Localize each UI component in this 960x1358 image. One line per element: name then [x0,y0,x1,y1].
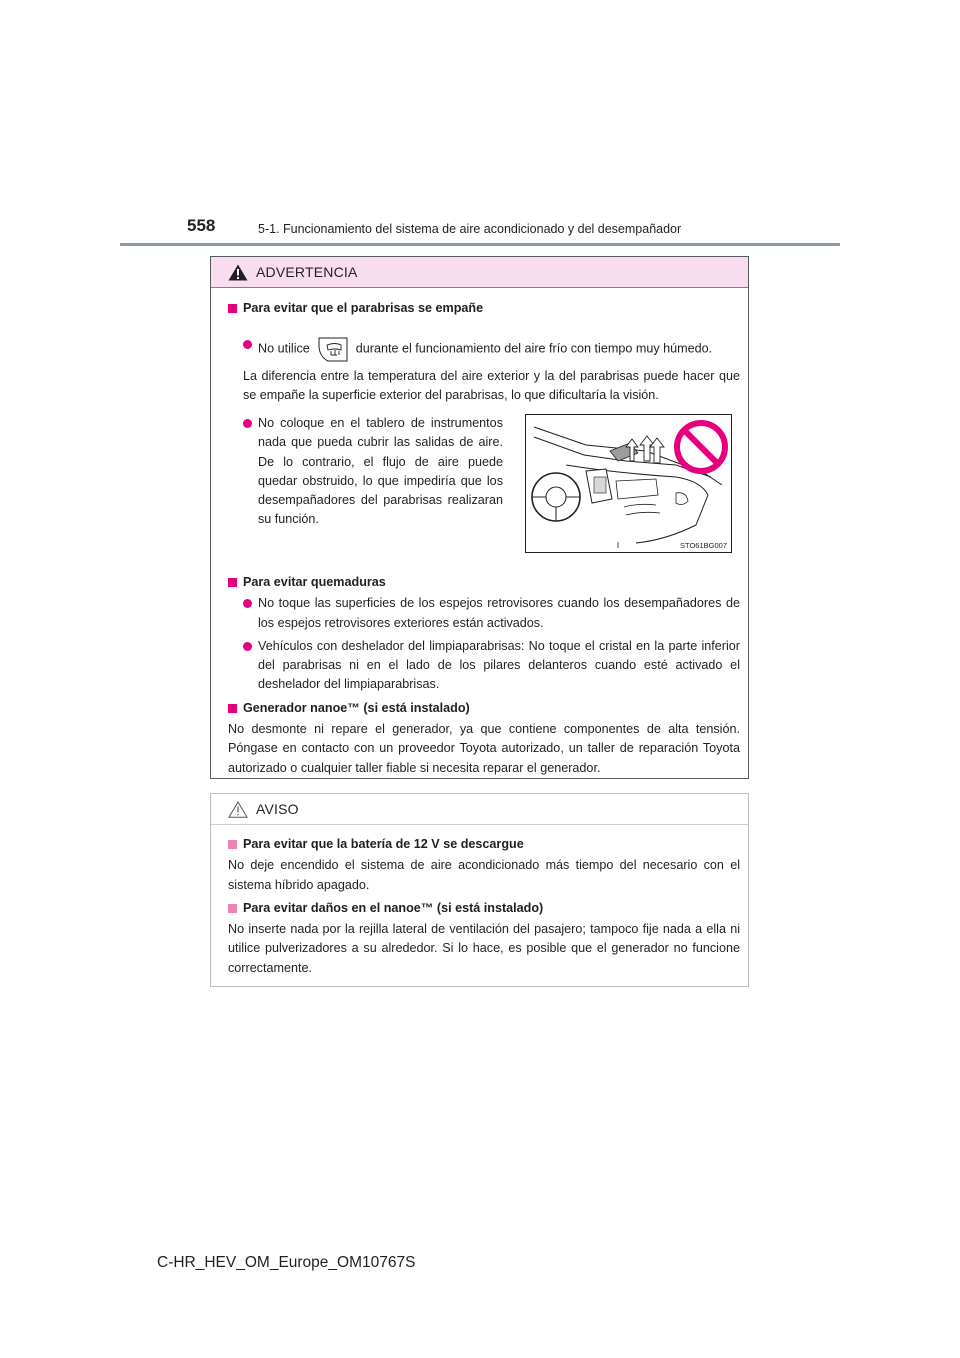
warning-section-burns [228,573,740,778]
header-divider [120,243,840,246]
figure-code: STO61BG007 [680,541,727,550]
section-heading: Para evitar quemaduras [228,573,740,592]
warning-para-fog [228,367,740,406]
bullet-item: No coloque en el tablero de instrumentos nada que pueda cubrir las salidas de aire. De lo contrario, el flujo de aire puede quedar obstruido, lo que impediría que los desempañadores del parabrisas realizaran su función. [243,414,503,530]
warning-bullet-defogger [228,335,740,363]
bullet-item: No toque las superficies de los espejos retrovisores cuando los desempañadores de los espejos retrovisores exteriores están activados. [243,594,740,633]
bullet-item: Vehículos con deshelador del limpiaparabrisas: No toque el cristal en la parte inferior del parabrisas ni en el lado de los pilares delanteros cuando esté activado el deshelador del limpiaparabrisas. [243,637,740,695]
section-paragraph: No deje encendido el sistema de aire acondicionado más tiempo del necesario con el sistema híbrido apagado. [228,858,740,892]
section-paragraph: No desmonte ni repare el generador, ya que contiene componentes de alta tensión. Póngase en contacto con un proveedor Toyota autorizado, un taller de reparación Toyota autorizado o cualquier taller fiable si necesita reparar el generador. [228,722,740,775]
section-heading: Para evitar daños en el nanoe™ (si está instalado) [228,899,740,918]
bullet-paragraph: La diferencia entre la temperatura del aire exterior y la del parabrisas puede hacer que se empañe la superficie exterior del parabrisas, lo que dificultaría la visión. [243,369,740,403]
warning-bullet-dashboard [228,414,503,530]
notice-box [210,793,749,987]
dashboard-drawing [526,415,731,552]
warning-header [211,257,748,288]
warning-triangle-icon [228,264,248,281]
bullet-text-end: durante el funcionamiento del aire frío con tiempo muy húmedo. [355,341,713,356]
notice-content [228,835,740,978]
windshield-defogger-icon [316,335,350,363]
notice-label: AVISO [256,801,299,817]
bullet-item [243,335,740,363]
document-id: C-HR_HEV_OM_Europe_OM10767S [157,1254,416,1271]
warning-label: ADVERTENCIA [256,264,358,280]
section-heading: Para evitar que la batería de 12 V se descargue [228,835,740,854]
page-number: 558 [187,216,216,235]
section-paragraph: No inserte nada por la rejilla lateral de ventilación del pasajero; tampoco fije nada a ella ni utilice pulverizadores a su alrededor. Si lo hace, es posible que el generador no funcione correctamente. [228,922,740,975]
dashboard-illustration [525,414,732,553]
notice-header [211,794,748,825]
section-heading: Para evitar que el parabrisas se empañe [228,299,740,318]
bullet-text-start: No utilice [258,341,310,356]
section-heading: Generador nanoe™ (si está instalado) [228,699,740,718]
caution-triangle-outline-icon [228,801,248,818]
warning-section-fog [228,299,740,318]
section-title: 5-1. Funcionamiento del sistema de aire acondicionado y del desempañador [258,222,682,236]
